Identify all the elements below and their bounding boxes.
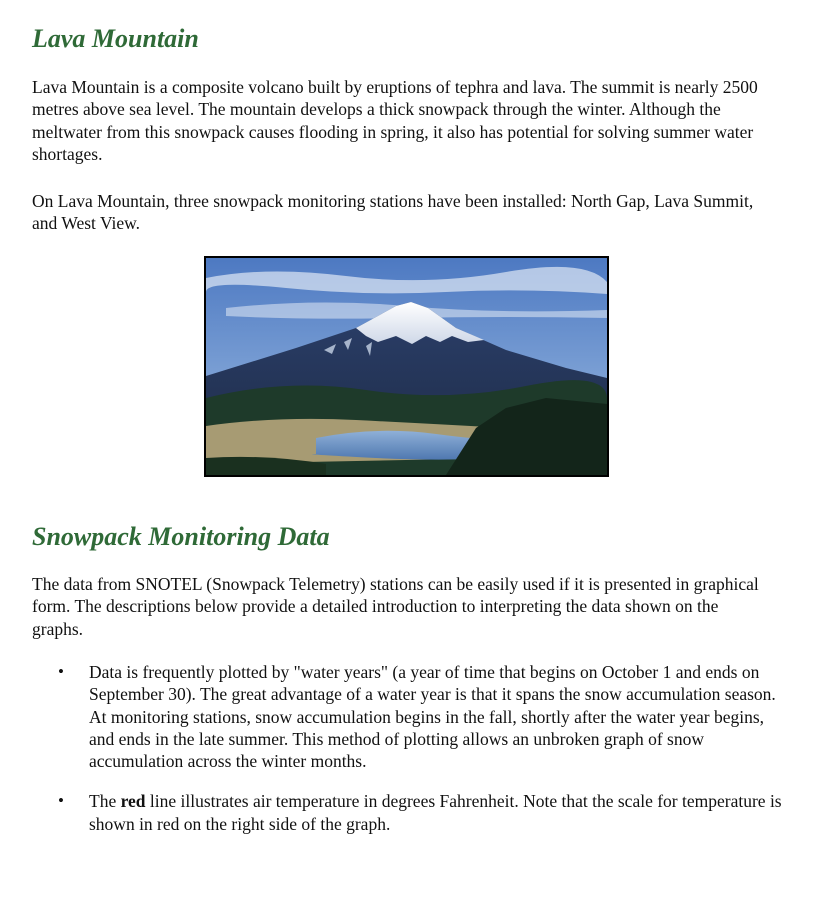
mountain-photo (204, 256, 609, 477)
list-item (32, 661, 792, 772)
bullet-text-water-years: Data is frequently plotted by "water years" (a year of time that begins on October 1 and ends on September 30). The great advantage of a water year is that it spans the snow accumulation season. At monitoring stations, snow accumulation begins in the fall, shortly after the water year begins, and ends in the late summer. This method of plotting allows an unbroken graph of snow accumulation across the winter months. (89, 662, 776, 772)
bullet-text-red-emphasis: red (120, 791, 146, 812)
mountain-photo-illustration (206, 258, 607, 475)
section-paragraph: The data from SNOTEL (Snowpack Telemetry) stations can be easily used if it is presented in graphical form. The descriptions below provide a detailed introduction to interpreting the data shown on the graphs. (32, 574, 759, 639)
info-bullet-list (32, 661, 792, 853)
bullet-marker: • (58, 662, 64, 681)
list-item (32, 790, 792, 835)
bullet-text-temperature: line illustrates air temperature in degrees Fahrenheit. Note that the scale for temperature is shown in red on the right side of the graph. (89, 791, 782, 834)
page-title: Lava Mountain (32, 24, 199, 53)
bullet-text-prefix: The (89, 791, 121, 812)
section-title: Snowpack Monitoring Data (32, 522, 330, 551)
intro-paragraph-2: On Lava Mountain, three snowpack monitoring stations have been installed: North Gap, Lava Summit, and West View. (32, 191, 754, 234)
bullet-marker: • (58, 791, 64, 811)
intro-paragraph-1: Lava Mountain is a composite volcano built by eruptions of tephra and lava. The summit is nearly 2500 metres above sea level. The mountain develops a thick snowpack through the winter. Although the meltwater from this snowpack causes flooding in spring, it also has potential for solving summer water shortages. (32, 77, 758, 164)
